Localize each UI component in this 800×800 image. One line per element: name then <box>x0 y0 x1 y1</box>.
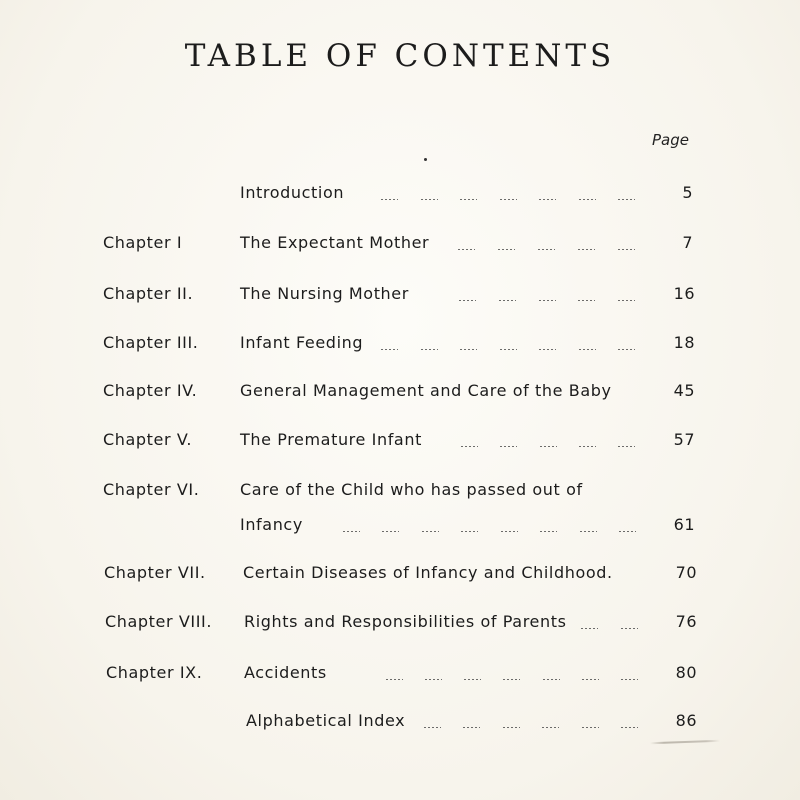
entry-title: Infant Feeding <box>240 333 364 352</box>
toc-entry-chapter-5 <box>0 430 800 460</box>
entry-title: The Expectant Mother <box>240 233 430 252</box>
dot-leader <box>457 242 635 250</box>
entry-page-number: 76 <box>675 612 697 631</box>
chapter-label: Chapter II. <box>103 284 194 303</box>
toc-entry-chapter-1 <box>0 233 800 263</box>
toc-entry-introduction <box>0 183 800 213</box>
entry-title: The Premature Infant <box>240 430 422 449</box>
entry-page-number: 80 <box>675 663 697 682</box>
toc-entry-chapter-9 <box>0 663 800 693</box>
toc-entry-chapter-8 <box>0 612 800 642</box>
stray-ink-mark <box>424 158 427 161</box>
page-column-header: Page <box>652 131 689 149</box>
entry-title: The Nursing Mother <box>240 284 409 303</box>
entry-title: Certain Diseases of Infancy and Childhood. <box>243 563 613 582</box>
chapter-label: Chapter VII. <box>104 563 206 582</box>
chapter-label: Chapter III. <box>103 333 199 352</box>
dot-leader <box>385 672 638 680</box>
entry-title-continued: Infancy <box>240 515 303 534</box>
entry-page-number: 61 <box>673 515 695 534</box>
entry-page-number: 7 <box>682 233 693 252</box>
toc-entry-chapter-2 <box>0 284 800 314</box>
toc-entry-chapter-4 <box>0 381 800 411</box>
chapter-label: Chapter VIII. <box>105 612 213 631</box>
entry-page-number: 16 <box>673 284 695 303</box>
entry-page-number: 45 <box>673 381 695 400</box>
entry-page-number: 5 <box>682 183 693 202</box>
entry-title: Care of the Child who has passed out of <box>240 480 583 499</box>
dot-leader <box>580 621 638 629</box>
toc-entry-chapter-6 <box>0 480 800 540</box>
dot-leader <box>458 293 635 301</box>
entry-title: General Management and Care of the Baby <box>240 381 612 400</box>
chapter-label: Chapter VI. <box>103 480 200 499</box>
chapter-label: Chapter I <box>103 233 183 252</box>
dot-leader <box>380 192 635 200</box>
dot-leader <box>423 720 638 728</box>
entry-page-number: 70 <box>675 563 697 582</box>
page-title: TABLE OF CONTENTS <box>184 38 616 74</box>
entry-page-number: 18 <box>673 333 695 352</box>
chapter-label: Chapter V. <box>103 430 193 449</box>
entry-title: Alphabetical Index <box>246 711 406 730</box>
dot-leader <box>460 439 635 447</box>
entry-page-number: 86 <box>675 711 697 730</box>
toc-entry-chapter-3 <box>0 333 800 363</box>
entry-title: Rights and Responsibilities of Parents <box>244 612 567 631</box>
dot-leader <box>380 342 635 350</box>
chapter-label: Chapter IV. <box>103 381 198 400</box>
toc-entry-chapter-7 <box>0 563 800 593</box>
toc-entry-index <box>0 711 800 741</box>
entry-page-number: 57 <box>673 430 695 449</box>
entry-title: Accidents <box>244 663 327 682</box>
entry-title: Introduction <box>240 183 345 202</box>
chapter-label: Chapter IX. <box>106 663 203 682</box>
dot-leader <box>342 524 636 532</box>
